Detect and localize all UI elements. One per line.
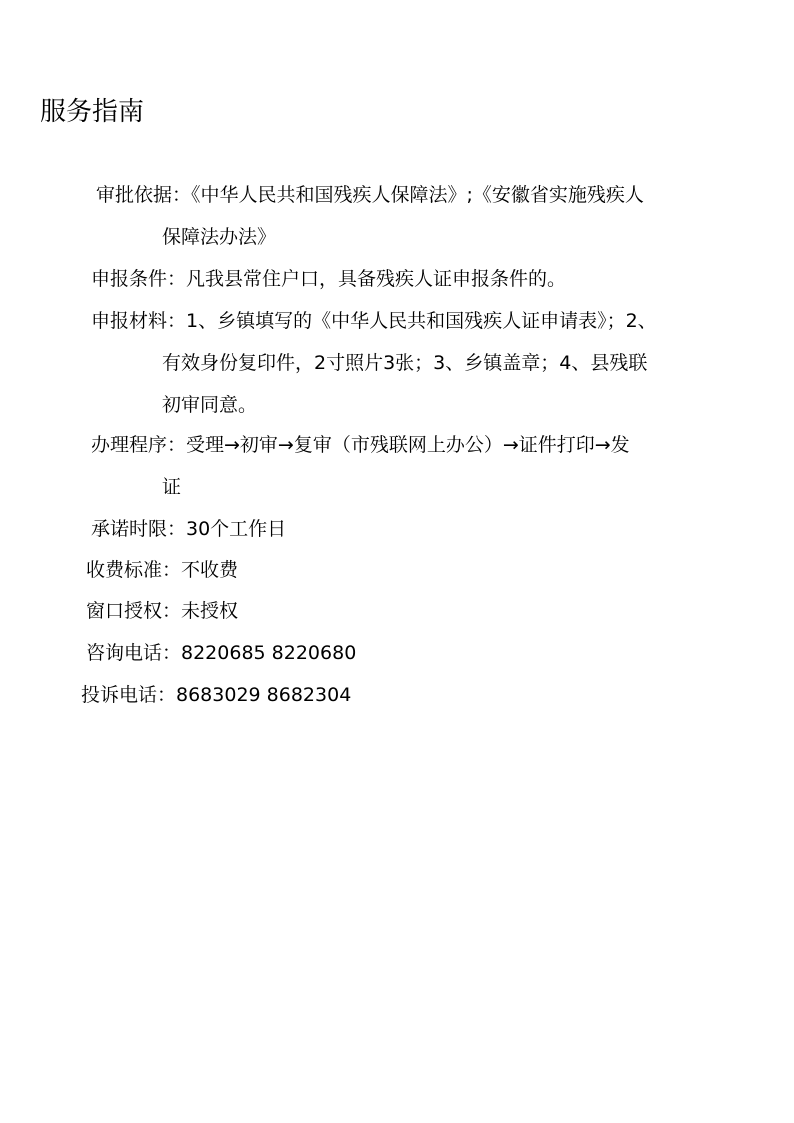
application-materials-line-3: 初审同意。 [162, 394, 258, 416]
window-authorization: 窗口授权：未授权 [86, 600, 239, 622]
approval-basis-line-2: 保障法办法》 [162, 226, 277, 248]
consultation-phone: 咨询电话：8220685 8220680 [86, 642, 357, 664]
application-materials-line-1: 申报材料：1、乡镇填写的《中华人民共和国残疾人证申请表》；2、 [91, 310, 657, 332]
complaint-phone: 投诉电话：8683029 8682304 [81, 684, 352, 706]
approval-basis-line-1: 审批依据：《中华人民共和国残疾人保障法》;《安徽省实施残疾人 [96, 184, 644, 206]
promised-time-limit: 承诺时限：30个工作日 [91, 518, 287, 540]
application-conditions: 申报条件：凡我县常住户口，具备残疾人证申报条件的。 [91, 268, 567, 290]
application-materials-line-2: 有效身份复印件，2寸照片3张；3、乡镇盖章；4、县残联 [162, 352, 648, 374]
page-title: 服务指南 [40, 97, 145, 127]
procedure-line-2: 证 [162, 476, 182, 498]
fee-standard: 收费标准：不收费 [86, 559, 239, 581]
procedure-line-1: 办理程序：受理→初审→复审（市残联网上办公）→证件打印→发 [91, 434, 630, 456]
